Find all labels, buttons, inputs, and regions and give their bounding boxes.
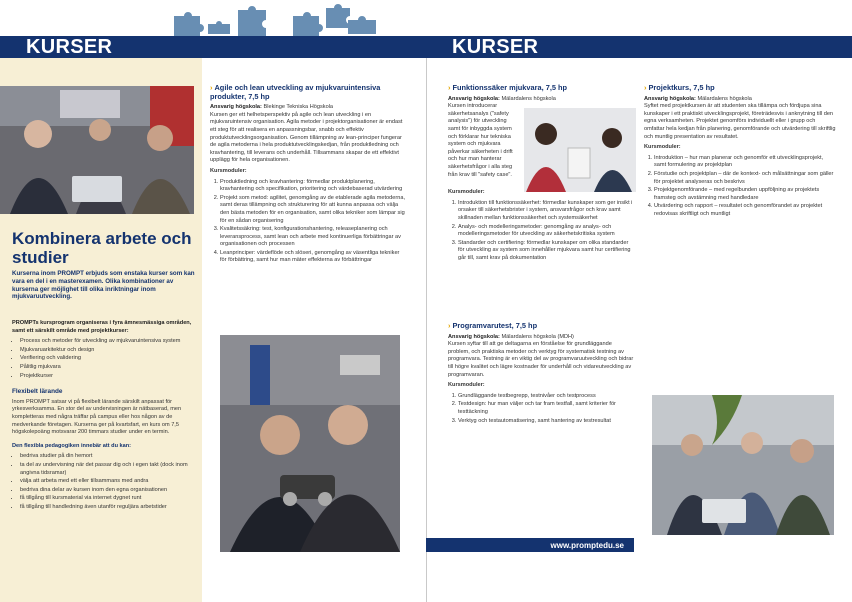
module-item: 1. Produktledning och kravhantering: förmedlar produktplanering, kravhantering och specifikation, prioritering och värdebaserad utvärdering <box>220 179 406 194</box>
flex-list <box>12 453 198 511</box>
left-header-title: KURSER <box>26 35 113 58</box>
left-panel-body <box>12 320 198 512</box>
agile-course <box>210 84 406 266</box>
module-item: 3. Projektgenomförande – med regelbunden uppföljning av projektets framsteg och avstämning med handledare <box>654 187 836 202</box>
func-modules <box>448 200 634 263</box>
prog-modules <box>448 393 634 425</box>
page-fold <box>426 58 427 602</box>
module-item: 1. Introduktion till funktionssäkerhet: förmedlar kunskaper som ger insikt i orsaker till säkerhetsbrister i system, ansvarsfrågor och krav samt skillnaden mellan funktionssäkerhet och systemsäkerhet <box>458 200 634 223</box>
left-page-header <box>0 36 426 58</box>
module-item: 2. Testdesign: hur man väljer och tar fram testfall, samt kriterier för testtäckning <box>458 401 634 416</box>
proj-title: › Projektkurs, 7,5 hp <box>644 83 715 92</box>
flex-list-heading: Den flexibla pedagogiken innebär att du kan: <box>12 442 132 449</box>
module-item: 2. Analys- och modelleringsmetoder: genomgång av analys- och modelleringsmetoder för utveckling av säkerhetskritiska system <box>458 224 634 239</box>
proj-school: Mälardalens högskola <box>697 95 752 102</box>
chevron-right-icon: › <box>210 83 213 92</box>
area-item: • Mjukvaruarkitektur och design <box>20 347 198 355</box>
flex-heading: Flexibelt lärande <box>12 388 63 396</box>
func-title: › Funktionssäker mjukvara, 7,5 hp <box>448 83 568 92</box>
chevron-right-icon: › <box>644 83 647 92</box>
flex-list-item: • bedriva dina delar av kursen inom den egna organisationen <box>20 487 198 495</box>
areas-list <box>12 338 198 380</box>
agile-modules <box>210 179 406 266</box>
program-lead: PROMPTs kursprogram organiseras i fyra ämnesmässiga områden, samt ett särskilt område med projektkurser: <box>12 320 192 334</box>
website-url: www.promptedu.se <box>550 540 624 550</box>
proj-school-label: Ansvarig högskola: <box>644 95 696 102</box>
flex-list-item: • ta del av undervisning när det passar dig och i egen takt (dock inom angivna tidsramar) <box>20 462 198 477</box>
flex-list-item: • bedriva studier på din hemort <box>20 453 198 461</box>
flex-list-item: • få tillgång till handledning även utanför reguljära arbetstider <box>20 504 198 512</box>
photo-group-laptop <box>652 395 834 535</box>
module-item: 3. Standarder och certifiering: förmedlar kunskaper om olika standarder för utveckling av system som innehåller mjukvara samt hur certifiering går till, samt krav på dokumentation <box>458 240 634 263</box>
func-text: Kursen introducerar säkerhetsanalys ("safety analysis") för utveckling samt för inbyggda system och förklarar hur tekniska system och mjukvara påverkar säkerheten i drift och hur man hanterar säkerhetsfrågor i alla steg från krav till "safety case". <box>448 103 513 178</box>
proj-text: Syftet med projektkursen är att studenten ska tillämpa och fördjupa sina kunskaper i ett praktiskt utvecklingsprojekt, företrädesvis i anknytning till den egna verksamheten. Projektet genomförs individuellt eller i grupp och omfattar hela kedjan från planering, genomförande och utvärdering till skriftlig och muntlig presentation av resultatet. <box>644 103 836 140</box>
agile-modules-label: Kursmoduler: <box>210 167 247 174</box>
proj-modules-label: Kursmoduler: <box>644 144 681 151</box>
flex-list-item: • välja att arbeta med ett eller tillsammans med andra <box>20 478 198 486</box>
right-page-header <box>426 36 852 58</box>
agile-school-label: Ansvarig högskola: <box>210 104 262 111</box>
func-school-label: Ansvarig högskola: <box>448 95 500 102</box>
photo-men-with-robot <box>220 335 400 552</box>
func-modules-label: Kursmoduler: <box>448 189 485 196</box>
area-item: • Verifiering och validering <box>20 355 198 363</box>
puzzle-pieces-decoration <box>168 4 388 38</box>
prog-course <box>448 322 634 426</box>
photo-meeting <box>524 108 636 192</box>
flex-text: Inom PROMPT satsar vi på flexibelt lärande särskilt anpassat för yrkesverksamma. En stor del av undervisningen är nätbaserad, men kompletteras med några träffar på campus eller hos någon av de medverkande företagen. Kurserna ger på kvartsfart, en kurs om 7,5 högskolepoäng motsvarar 200 timmars studier under en termin. <box>12 398 182 436</box>
photo-students-laptop <box>0 86 194 214</box>
module-item: 4. Utvärdering och rapport – resultatet och genomförandet av projektet redovisas skriftligt och muntligt <box>654 203 836 218</box>
proj-modules <box>644 155 836 219</box>
module-item: 3. Kvalitetssäkring: test, konfigurationshantering, releaseplanering och leveransprocess, samt lean och arbete med kontinuerliga förbättringar av organisationen och processen <box>220 226 406 249</box>
module-item: 1. Introduktion – hur man planerar och genomför ett utvecklingsprojekt, samt formulering av projektplan <box>654 155 836 170</box>
prog-text: Kursen syftar till att ge deltagarna en förståelse för grundläggande problem, och praktiska metoder och verktyg för systematisk testning av programvara. Testning är en viktig del av programvaruutveckling och bidrar till högre kvalitet och lägre kostnader för underhåll och vidareutveckling av programvaran. <box>448 341 634 378</box>
prog-modules-label: Kursmoduler: <box>448 382 485 389</box>
agile-title: › Agile och lean utveckling av mjukvaruintensiva produkter, 7,5 hp <box>210 83 381 101</box>
area-item: • Projektkurser <box>20 373 198 381</box>
prog-school-label: Ansvarig högskola: <box>448 333 500 340</box>
module-item: 3. Verktyg och testautomatisering, samt hantering av testresultat <box>458 418 634 426</box>
agile-school: Blekinge Tekniska Högskola <box>263 104 334 111</box>
module-item: 2. Förstudie och projektplan – där de kontext- och målsättningar som gäller för projektet analyseras och beskrivs <box>654 171 836 186</box>
chevron-right-icon: › <box>448 83 451 92</box>
left-panel-intro: Kurserna inom PROMPT erbjuds som enstaka kurser som kan vara en del i en masterexamen. Olika kombinationer av kurserna ger möjlighet till olika inriktningar inom mjukvaruutveckling. <box>12 270 195 301</box>
website-url-bar <box>426 538 634 552</box>
module-item: 4. Leanprinciper: värdeflöde och slöseri, genomgång av väsentliga tekniker för förbättring, samt hur man mäter effekterna av förbättringar <box>220 250 406 265</box>
chevron-right-icon: › <box>448 321 451 330</box>
area-item: • Pålitlig mjukvara <box>20 364 198 372</box>
prog-school: Mälardalens högskola (MDH) <box>501 333 574 340</box>
flex-list-item: • få tillgång till kursmaterial via internet dygnet runt <box>20 495 198 503</box>
agile-text: Kursen ger ett helhetsperspektiv på agile och lean utveckling i en mjukvaruintensiv organisation. Agila metoder i projektorganisationer är endast ett steg för att realisera en anpassningsbar, snabb och effektiv produktutvecklingsorganisation. Genom tillämpning av lean-principer fungerar de agila metoderna i hela produktutvecklingskedjan, från produktledning och kravhantering, till leverans och underhåll. Tillsammans skapar de ett effektivt upplägg för hela organisationen. <box>210 111 403 164</box>
prog-title: › Programvarutest, 7,5 hp <box>448 321 538 330</box>
proj-course <box>644 84 836 220</box>
module-item: 1. Grundläggande testbegrepp, testnivåer och testprocess <box>458 393 634 401</box>
func-school: Mälardalens högskola <box>501 95 556 102</box>
module-item: 2. Projekt som metod: agilitet, genomgång av de etablerade agila metoderna, samt deras tillämpning och strukturering för att kunna anpassa och välja den bästa metoden för en organisation, samt olika tekniker som lämpar sig för en sådan organisering <box>220 195 406 225</box>
right-header-title: KURSER <box>452 35 539 58</box>
area-item: • Process och metoder för utveckling av mjukvaruintensiva system <box>20 338 198 346</box>
left-panel-title: Kombinera arbete och studier <box>12 229 192 267</box>
